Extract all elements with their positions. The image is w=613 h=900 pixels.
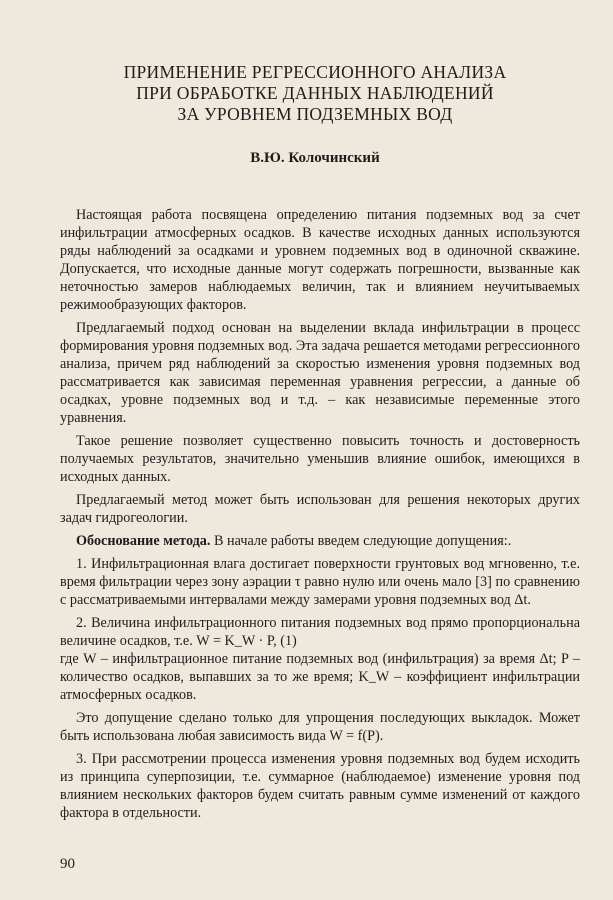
- paragraph-applicability: Предлагаемый метод может быть использован для решения некоторых других задач гидрогеологии.: [60, 492, 580, 526]
- paragraph-accuracy: Такое решение позволяет существенно повысить точность и достоверность получаемых результатов, значительно уменьшив влияние ошибок, имеющихся в исходных данных.: [60, 433, 580, 485]
- assumption-1: 1. Инфильтрационная влага достигает поверхности грунтовых вод мгновенно, т.е. время фильтрации через зону аэрации τ равно нулю или очень мало [3] по сравнению с рассматриваемыми интервалами между замерами уровня подземных вод Δt.: [60, 556, 580, 608]
- title-line-2: ПРИ ОБРАБОТКЕ ДАННЫХ НАБЛЮДЕНИЙ: [136, 83, 494, 103]
- title-line-3: ЗА УРОВНЕМ ПОДЗЕМНЫХ ВОД: [177, 104, 453, 124]
- paragraph-method-justification: [60, 532, 580, 550]
- page-number: 90: [60, 856, 75, 872]
- paragraph-approach: Предлагаемый подход основан на выделении вклада инфильтрации в процесс формирования уровня подземных вод. Эта задача решается методами регрессионного анализа, причем ряд наблюдений за скоростью изменения уровня подземных вод рассматривается как зависимая переменная уравнения регрессии, а данные об осадках, уровне подземных вод и т.д. – как независимые переменные этого уравнения.: [60, 320, 580, 426]
- assumption-2-definitions: где W – инфильтрационное питание подземных вод (инфильтрация) за время Δt; P – количество осадков, выпавших за то же время; K_W – коэффициент инфильтрации атмосферных осадков.: [60, 651, 580, 703]
- assumption-2: 2. Величина инфильтрационного питания подземных вод прямо пропорциональна величине осадков, т.е. W = K_W · P, (1): [60, 615, 580, 649]
- paragraph-intro: Настоящая работа посвящена определению питания подземных вод за счет инфильтрации атмосферных осадков. В качестве исходных данных используются ряды наблюдений за осадками и уровнем подземных вод в одиночной скважине. Допускается, что исходные данные могут содержать погрешности, вызванные как неточностью замеров наблюдаемых величин, так и влиянием неучитываемых режимообразующих факторов.: [60, 207, 580, 313]
- author-name: В.Ю. Колочинский: [250, 150, 380, 166]
- article-title: [80, 62, 550, 125]
- method-heading: Обоснование метода.: [76, 533, 211, 549]
- title-line-1: ПРИМЕНЕНИЕ РЕГРЕССИОННОГО АНАЛИЗА: [123, 62, 507, 82]
- method-intro-text: В начале работы введем следующие допущения:.: [210, 533, 512, 549]
- assumption-3: 3. При рассмотрении процесса изменения уровня подземных вод будем исходить из принципа суперпозиции, т.е. суммарное (наблюдаемое) изменение уровня под влиянием нескольких факторов будем считать равным сумме изменений от каждого фактора в отдельности.: [60, 751, 580, 821]
- article-body: [60, 206, 580, 827]
- paragraph-simplification: Это допущение сделано только для упрощения последующих выкладок. Может быть использована любая зависимость вида W = f(P).: [60, 710, 580, 744]
